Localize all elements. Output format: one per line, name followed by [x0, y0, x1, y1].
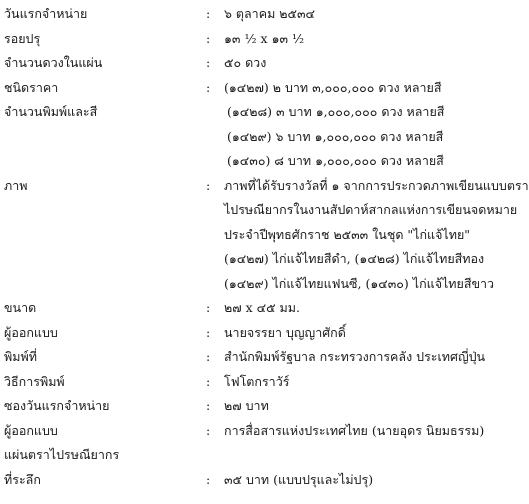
- design-row-5: [0, 272, 495, 297]
- design-line: (๑๔๒๙) ไก่แจ้ไทยแฟนซี, (๑๔๓๐) ไก่แจ้ไทยสีขาว: [224, 275, 495, 291]
- issue-date-value: ๖ ตุลาคม ๒๕๓๔: [224, 6, 315, 21]
- perforation-label: รอยปรุ: [4, 30, 41, 46]
- denomination-row-2: [0, 100, 445, 125]
- printer-label: พิมพ์ที่: [4, 349, 37, 364]
- souvenir-value: ๓๕ บาท (แบบปรุและไม่ปรุ): [224, 471, 374, 487]
- print-process-row: [0, 370, 418, 395]
- denomination-row-3: [0, 125, 444, 150]
- print-quantity-label: จำนวนพิมพ์และสี: [4, 104, 98, 119]
- stamp-specification-table: [0, 2, 529, 492]
- printer-value: สำนักพิมพ์รัฐบาล กระทรวงการคลัง ประเทศญี่ปุ่น: [224, 349, 486, 364]
- perforation-value: ๑๓ ½ x ๑๓ ½: [224, 30, 305, 46]
- denomination-row-1: [0, 76, 442, 101]
- designer-row: [0, 321, 418, 346]
- printer-row: [0, 345, 486, 370]
- design-label: ภาพ: [4, 177, 28, 193]
- colon-separator: :: [206, 422, 211, 438]
- colon-separator: :: [206, 398, 211, 413]
- print-process-label: วิธีการพิมพ์: [4, 373, 65, 389]
- sheet-designer-value: การสื่อสารแห่งประเทศไทย (นายอุดร นิยมธรรม): [224, 422, 485, 438]
- design-line: ภาพที่ได้รับรางวัลที่ ๑ จากการประกวดภาพเขียนแบบตรา: [224, 177, 529, 193]
- design-line: (๑๔๒๗) ไก่แจ้ไทยสีดำ, (๑๔๒๘) ไก่แจ้ไทยสีทอง: [224, 251, 485, 266]
- perforation-row: [0, 27, 418, 52]
- design-row-3: [0, 223, 471, 248]
- colon-separator: :: [206, 324, 211, 340]
- souvenir-label: ที่ระลึก: [4, 471, 41, 487]
- design-row-1: [0, 174, 529, 199]
- denomination-row-4: [0, 149, 444, 174]
- colon-separator: :: [206, 471, 211, 487]
- designer-value: นายจรรยา บุญญาศักดิ์: [224, 324, 346, 340]
- design-line: ไปรษณียากรในงานสัปดาห์สากลแห่งการเขียนจดหมาย: [224, 202, 518, 217]
- first-day-cover-row: [0, 394, 418, 419]
- denomination-line: (๑๔๒๘) ๓ บาท ๑,๐๐๐,๐๐๐ ดวง หลายสี: [227, 104, 445, 119]
- sheet-designer-row-2: [0, 443, 418, 468]
- design-row-2: [0, 198, 518, 223]
- size-row: [0, 296, 418, 321]
- issue-date-label: วันแรกจำหน่าย: [4, 6, 88, 21]
- print-process-value: โฟโตกราวัร์: [224, 373, 290, 389]
- colon-separator: :: [206, 79, 211, 95]
- design-row-4: [0, 247, 485, 272]
- first-day-cover-label: ซองวันแรกจำหน่าย: [4, 398, 110, 413]
- denomination-line: (๑๔๒๙) ๖ บาท ๑,๐๐๐,๐๐๐ ดวง หลายสี: [227, 128, 444, 144]
- design-line: ประจำปีพุทธศักราช ๒๕๓๓ ในชุด "ไก่แจ้ไทย": [224, 226, 471, 242]
- colon-separator: :: [206, 30, 211, 46]
- colon-separator: :: [206, 6, 211, 21]
- stamps-per-sheet-label: จำนวนดวงในแผ่น: [4, 55, 103, 70]
- designer-label: ผู้ออกแบบ: [4, 324, 58, 340]
- stamps-per-sheet-value: ๕๐ ดวง: [224, 55, 267, 70]
- sheet-designer-row-1: [0, 419, 485, 444]
- first-day-cover-value: ๒๗ บาท: [224, 398, 269, 413]
- denomination-label: ชนิดราคา: [4, 79, 59, 95]
- souvenir-sheet-label: แผ่นตราไปรษณียากร: [4, 447, 120, 462]
- colon-separator: :: [206, 55, 211, 70]
- denomination-line: (๑๔๓๐) ๘ บาท ๑,๐๐๐,๐๐๐ ดวง หลายสี: [227, 153, 444, 168]
- size-label: ขนาด: [4, 300, 37, 315]
- size-value: ๒๗ x ๔๕ มม.: [224, 300, 300, 315]
- sheet-designer-label: ผู้ออกแบบ: [4, 422, 58, 438]
- colon-separator: :: [206, 373, 211, 389]
- colon-separator: :: [206, 177, 211, 193]
- colon-separator: :: [206, 300, 211, 315]
- colon-separator: :: [206, 349, 211, 364]
- stamps-per-sheet-row: [0, 51, 418, 76]
- denomination-line: (๑๔๒๗) ๒ บาท ๓,๐๐๐,๐๐๐ ดวง หลายสี: [224, 79, 442, 95]
- souvenir-row: [0, 468, 418, 493]
- issue-date-row: [0, 2, 418, 27]
